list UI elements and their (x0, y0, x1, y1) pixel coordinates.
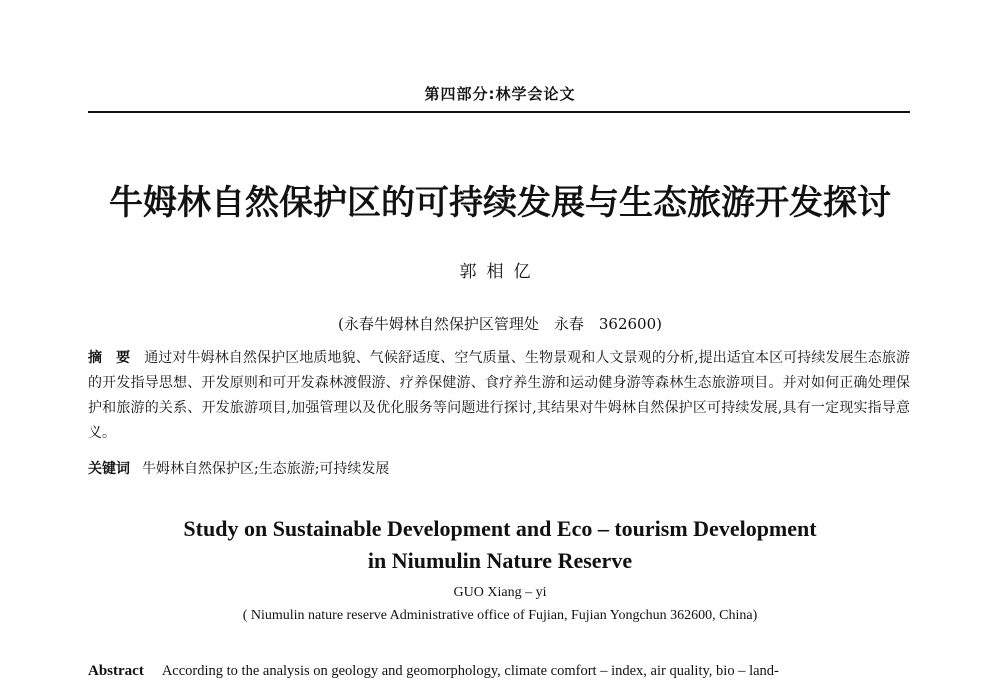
header-rule (88, 111, 910, 113)
english-abstract-label: Abstract (88, 663, 144, 679)
abstract-label: 摘要 (88, 350, 145, 366)
english-title-line-1: Study on Sustainable Development and Eco – tourism Development (183, 516, 817, 541)
paper-title: 牛姆林自然保护区的可持续发展与生态旅游开发探讨 (109, 183, 891, 223)
english-abstract (88, 660, 918, 682)
section-header: 第四部分:林学会论文 (424, 85, 576, 103)
abstract-text: 通过对牛姆林自然保护区地质地貌、气候舒适度、空气质量、生物景观和人文景观的分析,提出适宜本区可持续发展生态旅游的开发指导思想、开发原则和可开发森林渡假游、疗养保健游、食疗养生游和运动健身游等森林生态旅游项目。并对如何正确处理保护和旅游的关系、开发旅游项目,加强管理以及优化服务等问题进行探讨,其结果对牛姆林自然保护区可持续发展,具有一定现实指导意义。 (88, 350, 910, 441)
english-title (0, 513, 1000, 577)
english-affiliation: ( Niumulin nature reserve Administrative office of Fujian, Fujian Yongchun 362600, China) (242, 608, 758, 623)
english-title-line-2: in Niumulin Nature Reserve (367, 548, 633, 573)
keywords (88, 457, 910, 482)
english-abstract-text: According to the analysis on geology and geomorphology, climate comfort – index, air quality, bio – land- (161, 663, 779, 679)
keywords-text: 牛姆林自然保护区;生态旅游;可持续发展 (142, 461, 390, 477)
abstract-chinese (88, 346, 910, 446)
author-name: 郭相亿 (459, 262, 541, 282)
english-author: GUO Xiang – yi (453, 585, 547, 600)
keywords-label: 关键词 (88, 461, 130, 477)
author-affiliation: (永春牛姆林自然保护区管理处 永春 362600) (338, 315, 662, 333)
